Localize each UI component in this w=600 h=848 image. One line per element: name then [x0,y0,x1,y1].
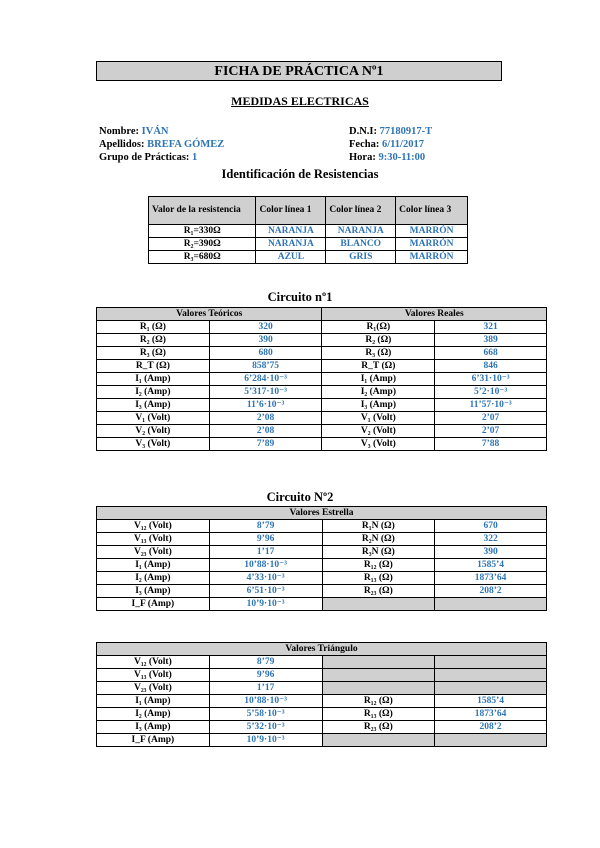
circuit2-row [97,585,547,598]
circuit2-row [97,708,547,721]
row-label: I₂ (Amp) [97,708,210,721]
row-value: 5’58·10⁻³ [209,708,322,721]
real-label: V₁ (Volt) [322,412,435,425]
res-col-header: Valor de la resistencia [149,197,256,225]
theoretical-value: 2’08 [209,412,322,425]
theoretical-value: 6’284·10⁻³ [209,373,322,386]
row-label: I₁ (Amp) [97,559,210,572]
circuit2-row [97,695,547,708]
row-value: 10’88·10⁻³ [209,695,322,708]
row-label-2 [322,598,435,611]
real-value: 846 [435,360,547,373]
row-label: V₁₂ (Volt) [97,520,210,533]
res-col-header: Color línea 2 [326,197,396,225]
row-value: 4’33·10⁻³ [209,572,322,585]
theoretical-label: I₁ (Amp) [97,373,210,386]
theoretical-value: 390 [209,334,322,347]
theoretical-value: 11’6·10⁻³ [209,399,322,412]
color-line-2: BLANCO [326,238,396,251]
row-value: 10’9·10⁻³ [209,598,322,611]
row-label-2: R₂₃ (Ω) [322,721,435,734]
row-value-2: 1585’4 [435,695,547,708]
theoretical-value: 7’89 [209,438,322,451]
real-label: R₃ (Ω) [322,347,435,360]
star-header: Valores Estrella [97,507,547,520]
row-label-2: R₁₂ (Ω) [322,559,435,572]
real-label: I₂ (Amp) [322,386,435,399]
row-value-2 [435,734,547,747]
circuit1-row [97,360,547,373]
row-label-2: R₂N (Ω) [322,533,435,546]
theoretical-label: V₁ (Volt) [97,412,210,425]
resistance-row [149,225,468,238]
row-label: V₂₃ (Volt) [97,546,210,559]
row-value: 1’17 [209,682,322,695]
nombre-value: IVÁN [141,126,169,137]
dni-value: 77180917-T [379,126,433,137]
color-line-2: GRIS [326,251,396,264]
color-line-3: MARRÓN [396,238,468,251]
row-label-2: R₁₂ (Ω) [322,695,435,708]
row-value-2 [435,656,547,669]
real-label: V₃ (Volt) [322,438,435,451]
theoretical-label: I₂ (Amp) [97,386,210,399]
row-value-2: 208’2 [435,721,547,734]
circuit2-row [97,669,547,682]
row-value-2: 1873’64 [435,708,547,721]
row-label: I_F (Amp) [97,734,210,747]
triangle-table [96,642,547,747]
triangle-header: Valores Triángulo [97,643,547,656]
row-label-2: R₂₃ (Ω) [322,585,435,598]
circuit1-row [97,425,547,438]
row-value: 10’9·10⁻³ [209,734,322,747]
circuit1-heading: Circuito nº1 [267,290,333,304]
row-label-2 [322,682,435,695]
row-value: 5’32·10⁻³ [209,721,322,734]
real-value: 6’31·10⁻³ [435,373,547,386]
real-label: V₂ (Volt) [322,425,435,438]
circuit2-row [97,734,547,747]
theoretical-header: Valores Teóricos [97,308,322,321]
circuit1-row [97,386,547,399]
row-label: V₁₃ (Volt) [97,533,210,546]
theoretical-label: I₃ (Amp) [97,399,210,412]
row-value: 1’17 [209,546,322,559]
real-value: 2’07 [435,412,547,425]
row-value: 10’88·10⁻³ [209,559,322,572]
row-value-2: 670 [435,520,547,533]
student-info-right [349,125,432,164]
res-col-header: Color línea 1 [256,197,326,225]
real-value: 7’88 [435,438,547,451]
real-label: R₁(Ω) [322,321,435,334]
circuit1-row [97,347,547,360]
color-line-3: MARRÓN [396,251,468,264]
hora-value: 9:30-11:00 [378,152,426,163]
resistance-label: R₁=330Ω [149,225,256,238]
color-line-2: NARANJA [326,225,396,238]
student-info-left [99,125,224,164]
row-label-2: R₁N (Ω) [322,520,435,533]
row-value: 8’79 [209,656,322,669]
theoretical-value: 858’75 [209,360,322,373]
theoretical-value: 680 [209,347,322,360]
row-label: V₂₃ (Volt) [97,682,210,695]
row-value-2: 390 [435,546,547,559]
theoretical-label: R₃ (Ω) [97,347,210,360]
theoretical-label: V₃ (Volt) [97,438,210,451]
row-value-2: 1585’4 [435,559,547,572]
row-label-2 [322,734,435,747]
row-label-2: R₁₃ (Ω) [322,572,435,585]
fecha-label: Fecha: [349,139,380,150]
theoretical-label: V₂ (Volt) [97,425,210,438]
theoretical-label: R₂ (Ω) [97,334,210,347]
hora-label: Hora: [349,152,376,163]
real-value: 5’2·10⁻³ [435,386,547,399]
circuit2-row [97,682,547,695]
row-value-2: 322 [435,533,547,546]
circuit2-row [97,598,547,611]
res-col-header: Color línea 3 [396,197,468,225]
real-value: 11’57·10⁻³ [435,399,547,412]
row-value-2 [435,682,547,695]
circuit2-row [97,559,547,572]
apellidos-value: BREFA GÓMEZ [147,139,225,150]
circuit1-row [97,399,547,412]
real-header: Valores Reales [322,308,547,321]
row-label-2: R₁₃ (Ω) [322,708,435,721]
real-value: 2’07 [435,425,547,438]
theoretical-value: 2’08 [209,425,322,438]
circuit1-row [97,321,547,334]
apellidos-label: Apellidos: [99,139,145,150]
theoretical-label: R₁ (Ω) [97,321,210,334]
circuit2-row [97,533,547,546]
row-label: V₁₃ (Volt) [97,669,210,682]
resistance-row [149,238,468,251]
circuit2-row [97,572,547,585]
real-label: I₁ (Amp) [322,373,435,386]
row-value-2 [435,669,547,682]
row-label: I₃ (Amp) [97,721,210,734]
circuit1-row [97,412,547,425]
fecha-value: 6/11/2017 [381,139,424,150]
circuit2-row [97,520,547,533]
color-line-3: MARRÓN [396,225,468,238]
nombre-label: Nombre: [99,126,140,137]
row-value: 9’96 [209,533,322,546]
theoretical-label: R_T (Ω) [97,360,210,373]
circuit2-heading: Circuito Nº2 [266,490,334,504]
row-label: I_F (Amp) [97,598,210,611]
real-label: R₂ (Ω) [322,334,435,347]
star-table [96,506,547,611]
resistance-label: R₂=390Ω [149,238,256,251]
row-value-2: 208’2 [435,585,547,598]
resistance-label: R₃=680Ω [149,251,256,264]
color-line-1: AZUL [256,251,326,264]
row-label: I₂ (Amp) [97,572,210,585]
row-label: I₃ (Amp) [97,585,210,598]
row-value: 6’51·10⁻³ [209,585,322,598]
page-title: FICHA DE PRÁCTICA Nº1 [96,61,502,81]
row-value: 8’79 [209,520,322,533]
real-value: 668 [435,347,547,360]
color-line-1: NARANJA [256,238,326,251]
row-value-2 [435,598,547,611]
circuit1-row [97,334,547,347]
real-label: I₃ (Amp) [322,399,435,412]
row-value: 9’96 [209,669,322,682]
theoretical-value: 5’317·10⁻³ [209,386,322,399]
circuit1-row [97,373,547,386]
theoretical-value: 320 [209,321,322,334]
resistances-heading: Identificación de Resistencias [221,167,379,181]
real-label: R_T (Ω) [322,360,435,373]
circuit1-row [97,438,547,451]
resistance-row [149,251,468,264]
row-value-2: 1873’64 [435,572,547,585]
circuit2-row [97,656,547,669]
grupo-value: 1 [192,152,198,163]
color-line-1: NARANJA [256,225,326,238]
row-label-2 [322,669,435,682]
circuit1-table [96,307,547,451]
circuit2-row [97,546,547,559]
real-value: 389 [435,334,547,347]
dni-label: D.N.I: [349,126,377,137]
row-label: V₁₂ (Volt) [97,656,210,669]
real-value: 321 [435,321,547,334]
circuit2-row [97,721,547,734]
page-subtitle: MEDIDAS ELECTRICAS [231,94,369,108]
row-label-2 [322,656,435,669]
row-label: I₁ (Amp) [97,695,210,708]
row-label-2: R₃N (Ω) [322,546,435,559]
resistances-table [148,196,468,264]
grupo-label: Grupo de Prácticas: [99,152,190,163]
